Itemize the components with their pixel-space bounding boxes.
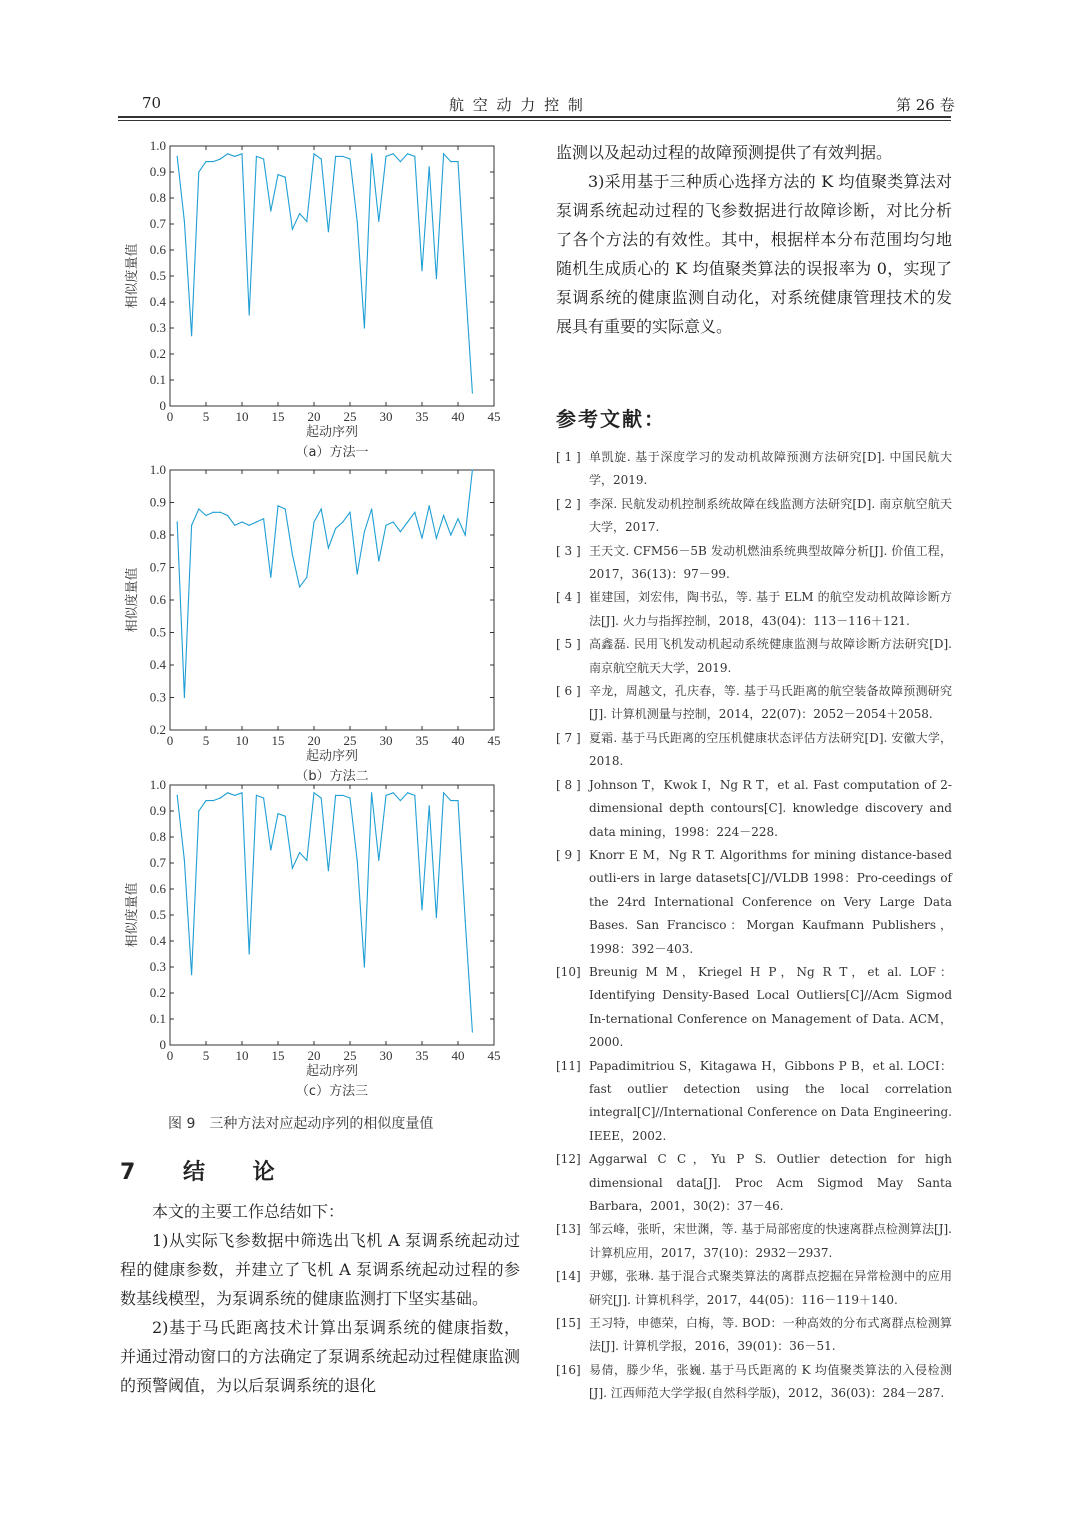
data-point <box>234 525 235 526</box>
plot-frame <box>170 785 494 1045</box>
data-point <box>191 525 192 526</box>
data-point <box>321 508 322 509</box>
x-tick-label: 25 <box>343 1048 357 1063</box>
y-tick-label: 0 <box>159 1037 166 1052</box>
chart-b-svg <box>122 462 502 782</box>
x-tick-label: 0 <box>166 1048 174 1063</box>
data-point <box>450 161 451 162</box>
data-point <box>400 161 401 162</box>
reference-text: 尹娜，张琳. 基于混合式聚类算法的离群点挖掘在异常检测中的应用研究[J]. 计算机科学，2017，44(05)：116－119＋140. <box>589 1269 952 1307</box>
data-point <box>465 281 466 282</box>
data-point <box>184 860 185 861</box>
data-point <box>292 868 293 869</box>
y-tick-label: 0.7 <box>149 559 166 575</box>
reference-item <box>556 446 952 493</box>
references-heading: 参考文献： <box>556 407 666 431</box>
y-tick-label: 0.4 <box>149 933 166 948</box>
data-point <box>364 327 365 328</box>
data-point <box>328 870 329 871</box>
data-point <box>443 515 444 516</box>
y-tick-label: 0.2 <box>149 722 166 737</box>
reference-item <box>556 1218 952 1265</box>
data-point <box>277 505 278 506</box>
x-tick-label: 35 <box>415 1048 429 1063</box>
data-point <box>335 795 336 796</box>
data-point <box>400 800 401 801</box>
reference-number: [11] <box>556 1058 581 1073</box>
data-point <box>306 860 307 861</box>
data-point <box>385 156 386 157</box>
section7-item3: 3)采用基于三种质心选择方法的 K 均值聚类算法对泵调系统起动过程的飞参数据进行故障诊断，对比分析了各个方法的有效性。其中，根据样本分布范围均匀地随机生成质心的 K 均值聚类算法的误报率为 0，实现了泵调系统的健康监测自动化，对系统健康管理技术的发展具有重要的实际意义。 <box>556 172 952 336</box>
y-tick-label: 0 <box>159 398 166 413</box>
data-point <box>184 697 185 698</box>
x-tick-label: 30 <box>379 409 393 424</box>
data-point <box>328 547 329 548</box>
data-point <box>285 177 286 178</box>
data-point <box>349 797 350 798</box>
x-tick-label: 25 <box>343 409 357 424</box>
data-point <box>205 515 206 516</box>
x-tick-label: 5 <box>202 733 210 748</box>
reference-number: [16] <box>556 1362 581 1377</box>
y-tick-label: 0.9 <box>149 164 166 179</box>
data-point <box>256 156 257 157</box>
reference-item <box>556 540 952 587</box>
data-point <box>436 917 437 918</box>
data-point <box>457 518 458 519</box>
y-tick-label: 0.1 <box>149 1011 166 1026</box>
data-point <box>198 508 199 509</box>
data-point <box>371 153 372 154</box>
data-point <box>335 528 336 529</box>
y-tick-label: 0.2 <box>149 346 166 361</box>
data-point <box>421 270 422 271</box>
data-point <box>177 156 178 157</box>
data-point <box>393 521 394 522</box>
page-number: 70 <box>142 94 162 112</box>
data-point <box>364 966 365 967</box>
y-tick-label: 0.9 <box>149 494 166 510</box>
x-tick-label: 5 <box>202 409 210 424</box>
data-point <box>472 469 473 470</box>
section7-item2-right: 监测以及起动过程的故障预测提供了有效判据。 <box>556 143 893 162</box>
data-point <box>450 534 451 535</box>
reference-text: 高鑫磊. 民用飞机发动机起动系统健康监测与故障诊断方法研究[D]. 南京航空航天大学，2019. <box>589 637 952 675</box>
data-point <box>213 800 214 801</box>
reference-item <box>556 961 952 1055</box>
chart-c-svg <box>122 777 502 1102</box>
y-tick-label: 0.5 <box>149 268 166 283</box>
series-line <box>177 470 472 698</box>
y-tick-label: 0.4 <box>149 294 166 309</box>
data-point <box>400 531 401 532</box>
chart-a <box>122 138 502 463</box>
data-point <box>213 161 214 162</box>
reference-number: [ 9 ] <box>556 847 581 862</box>
y-tick-label: 0.6 <box>149 881 166 896</box>
data-point <box>371 792 372 793</box>
plot-frame <box>170 470 494 730</box>
reference-text: 易倩，滕少华，张巍. 基于马氏距离的 K 均值聚类算法的入侵检测[J]. 江西师范大学学报(自然科学版)，2012，36(03)：284－287. <box>589 1362 952 1401</box>
reference-item <box>556 586 952 633</box>
reference-number: [13] <box>556 1222 581 1237</box>
reference-text: Breunig M M，Kriegel H P，Ng R T，et al. LOF：Identifying Density-Based Local Outliers[C]//Acm Sigmod In-ternational Conference on Management of Data. ACM，2000. <box>589 964 952 1050</box>
data-point <box>407 153 408 154</box>
y-tick-label: 0.8 <box>149 829 166 844</box>
data-point <box>220 512 221 513</box>
data-point <box>277 174 278 175</box>
data-point <box>292 554 293 555</box>
data-point <box>177 795 178 796</box>
reference-item <box>556 493 952 540</box>
y-tick-label: 0.5 <box>149 907 166 922</box>
data-point <box>292 229 293 230</box>
reference-item <box>556 1148 952 1218</box>
x-tick-label: 40 <box>451 1048 465 1063</box>
x-tick-label: 10 <box>235 1048 249 1063</box>
reference-number: [ 6 ] <box>556 684 581 699</box>
data-point <box>465 534 466 535</box>
data-point <box>414 512 415 513</box>
data-point <box>198 810 199 811</box>
data-point <box>457 161 458 162</box>
reference-text: 夏霜. 基于马氏距离的空压机健康状态评估方法研究[D]. 安徽大学，2018. <box>589 730 952 769</box>
reference-item <box>556 633 952 680</box>
data-point <box>241 792 242 793</box>
data-point <box>378 860 379 861</box>
x-tick-label: 15 <box>271 733 285 748</box>
data-point <box>429 166 430 167</box>
data-point <box>349 512 350 513</box>
data-point <box>378 221 379 222</box>
data-point <box>249 525 250 526</box>
data-point <box>393 153 394 154</box>
data-point <box>285 508 286 509</box>
y-tick-label: 0.7 <box>149 216 166 231</box>
data-point <box>205 800 206 801</box>
data-point <box>429 805 430 806</box>
reference-list <box>556 446 952 1406</box>
y-tick-label: 0.7 <box>149 855 166 870</box>
data-point <box>385 525 386 526</box>
y-tick-label: 0.1 <box>149 372 166 387</box>
x-tick-label: 35 <box>415 409 429 424</box>
y-axis-label: 相似度量值 <box>125 882 140 948</box>
reference-number: [ 2 ] <box>556 496 581 511</box>
reference-text: 辛龙，周越文，孔庆春，等. 基于马氏距离的航空装备故障预测研究[J]. 计算机测量与控制，2014，22(07)：2052－2054＋2058. <box>589 684 952 722</box>
data-point <box>335 156 336 157</box>
x-tick-label: 0 <box>166 733 174 748</box>
data-point <box>263 158 264 159</box>
x-tick-label: 45 <box>487 1048 501 1063</box>
data-point <box>234 795 235 796</box>
reference-number: [10] <box>556 964 581 979</box>
x-tick-label: 25 <box>343 733 357 748</box>
reference-number: [15] <box>556 1316 581 1331</box>
x-tick-label: 15 <box>271 1048 285 1063</box>
plot-frame <box>170 146 494 406</box>
reference-number: [ 8 ] <box>556 777 581 792</box>
data-point <box>270 210 271 211</box>
section7-left-text <box>120 1197 520 1400</box>
data-point <box>457 800 458 801</box>
x-axis-label: 起动序列 <box>305 1064 359 1079</box>
data-point <box>227 515 228 516</box>
data-point <box>220 158 221 159</box>
reference-item <box>556 774 952 844</box>
reference-number: [ 5 ] <box>556 637 581 652</box>
data-point <box>306 577 307 578</box>
data-point <box>191 974 192 975</box>
reference-text: 崔建国，刘宏伟，陶书弘，等. 基于 ELM 的航空发动机故障诊断方法[J]. 火力与指挥控制，2018，43(04)：113－116＋121. <box>589 590 952 628</box>
data-point <box>407 792 408 793</box>
y-tick-label: 1.0 <box>149 777 166 792</box>
data-point <box>342 795 343 796</box>
x-tick-label: 30 <box>379 1048 393 1063</box>
chart-subtitle: （a）方法一 <box>295 445 369 460</box>
data-point <box>313 792 314 793</box>
data-point <box>285 816 286 817</box>
chart-c <box>122 777 502 1102</box>
reference-item <box>556 844 952 961</box>
reference-number: [ 7 ] <box>556 730 581 745</box>
data-point <box>249 953 250 954</box>
data-point <box>342 156 343 157</box>
data-point <box>472 1031 473 1032</box>
data-point <box>205 161 206 162</box>
chart-subtitle: （c）方法三 <box>295 1084 369 1099</box>
data-point <box>241 521 242 522</box>
data-point <box>263 518 264 519</box>
x-tick-label: 20 <box>307 409 321 424</box>
data-point <box>328 231 329 232</box>
x-tick-label: 10 <box>235 733 249 748</box>
figure-caption: 图 9 三种方法对应起动序列的相似度量值 <box>168 1116 434 1132</box>
data-point <box>299 213 300 214</box>
data-point <box>472 392 473 393</box>
reference-text: 单凯旋. 基于深度学习的发动机故障预测方法研究[D]. 中国民航大学，2019. <box>589 450 952 488</box>
y-tick-label: 0.6 <box>149 242 166 257</box>
data-point <box>270 849 271 850</box>
x-tick-label: 40 <box>451 409 465 424</box>
data-point <box>357 860 358 861</box>
chart-a-svg <box>122 138 502 463</box>
data-point <box>357 221 358 222</box>
reference-item <box>556 680 952 727</box>
reference-text: 邹云峰，张昕，宋世渊，等. 基于局部密度的快速离群点检测算法[J]. 计算机应用，2017，37(10)：2932－2937. <box>589 1222 952 1260</box>
reference-text: Johnson T，Kwok I，Ng R T，et al. Fast computation of 2-dimensional depth contours[C]. knowledge discovery and data mining，1998：224－228. <box>589 777 952 839</box>
y-tick-label: 0.3 <box>149 689 166 705</box>
data-point <box>184 221 185 222</box>
y-axis-label: 相似度量值 <box>125 243 140 309</box>
reference-item <box>556 1312 952 1359</box>
reference-item <box>556 1055 952 1149</box>
data-point <box>313 521 314 522</box>
data-point <box>357 573 358 574</box>
reference-text: 王习特，申德荣，白梅，等. BOD：一种高效的分布式离群点检测算法[J]. 计算机学报，2016，39(01)：36－51. <box>589 1316 952 1354</box>
x-tick-label: 45 <box>487 409 501 424</box>
y-tick-label: 0.2 <box>149 985 166 1000</box>
x-tick-label: 20 <box>307 1048 321 1063</box>
y-tick-label: 0.3 <box>149 320 166 335</box>
reference-text: 王天文. CFM56－5B 发动机燃油系统典型故障分析[J]. 价值工程，2017，36(13)：97－99. <box>589 543 952 582</box>
reference-number: [ 1 ] <box>556 450 581 464</box>
x-axis-label: 起动序列 <box>305 425 359 440</box>
data-point <box>277 813 278 814</box>
y-tick-label: 0.3 <box>149 959 166 974</box>
section7-intro: 本文的主要工作总结如下： <box>152 1202 345 1221</box>
reference-number: [12] <box>556 1152 581 1167</box>
x-tick-label: 0 <box>166 409 174 424</box>
journal-title: 航 空 动 力 控 制 <box>449 96 585 114</box>
data-point <box>421 909 422 910</box>
reference-number: [14] <box>556 1269 581 1284</box>
data-point <box>436 278 437 279</box>
data-point <box>436 538 437 539</box>
y-tick-label: 0.8 <box>149 190 166 205</box>
data-point <box>371 508 372 509</box>
data-point <box>256 521 257 522</box>
data-point <box>342 521 343 522</box>
header-rule-thin <box>118 120 951 121</box>
data-point <box>299 852 300 853</box>
data-point <box>465 920 466 921</box>
y-tick-label: 1.0 <box>149 462 166 477</box>
y-tick-label: 1.0 <box>149 138 166 153</box>
data-point <box>227 792 228 793</box>
data-point <box>321 158 322 159</box>
reference-item <box>556 1359 952 1406</box>
x-tick-label: 35 <box>415 733 429 748</box>
header-rule <box>118 116 951 118</box>
x-tick-label: 45 <box>487 733 501 748</box>
data-point <box>241 153 242 154</box>
section-title: 7 结 论 <box>120 1160 295 1185</box>
chart-subtitle: （b）方法二 <box>295 769 369 784</box>
data-point <box>249 314 250 315</box>
reference-item <box>556 727 952 774</box>
data-point <box>227 153 228 154</box>
chart-b <box>122 462 502 782</box>
data-point <box>177 521 178 522</box>
series-line <box>177 154 472 393</box>
data-point <box>234 156 235 157</box>
reference-number: [ 4 ] <box>556 590 581 605</box>
data-point <box>443 792 444 793</box>
data-point <box>256 795 257 796</box>
reference-text: 李深. 民航发动机控制系统故障在线监测方法研究[D]. 南京航空航天大学，2017. <box>589 496 952 535</box>
data-point <box>364 531 365 532</box>
data-point <box>220 797 221 798</box>
y-axis-label: 相似度量值 <box>125 567 140 633</box>
section7-item2-left: 2)基于马氏距离技术计算出泵调系统的健康指数，并通过滑动窗口的方法确定了泵调系统起动过程健康监测的预警阈值，为以后泵调系统的退化 <box>120 1318 521 1395</box>
data-point <box>385 795 386 796</box>
data-point <box>270 577 271 578</box>
y-tick-label: 0.5 <box>149 624 166 640</box>
volume-label: 第 26 卷 <box>896 96 955 114</box>
data-point <box>198 171 199 172</box>
data-point <box>213 512 214 513</box>
data-point <box>450 800 451 801</box>
data-point <box>349 158 350 159</box>
data-point <box>191 335 192 336</box>
data-point <box>306 221 307 222</box>
y-tick-label: 0.8 <box>149 527 166 542</box>
reference-text: Aggarwal C C，Yu P S. Outlier detection for high dimensional data[J]. Proc Acm Sigmod May Santa Barbara，2001，30(2)：37－46. <box>589 1152 952 1213</box>
reference-text: Knorr E M，Ng R T. Algorithms for mining distance-based outli-ers in large datasets[C]//VLDB 1998：Pro-ceedings of the 24rd International Conference on Very Large Data Bases. San Francisco：Morgan Kaufmann Publishers，1998：392－403. <box>589 847 952 956</box>
data-point <box>299 586 300 587</box>
data-point <box>393 792 394 793</box>
x-tick-label: 10 <box>235 409 249 424</box>
data-point <box>421 538 422 539</box>
data-point <box>443 153 444 154</box>
section7-item1: 1)从实际飞参数据中筛选出飞机 A 泵调系统起动过程的健康参数，并建立了飞机 A 泵调系统起动过程的参数基线模型，为泵调系统的健康监测打下坚实基础。 <box>120 1231 520 1308</box>
y-tick-label: 0.4 <box>149 657 166 672</box>
data-point <box>263 797 264 798</box>
x-tick-label: 40 <box>451 733 465 748</box>
reference-item <box>556 1265 952 1312</box>
data-point <box>414 156 415 157</box>
data-point <box>414 795 415 796</box>
data-point <box>429 505 430 506</box>
x-tick-label: 15 <box>271 409 285 424</box>
data-point <box>321 797 322 798</box>
x-axis-label: 起动序列 <box>305 749 359 764</box>
reference-number: [ 3 ] <box>556 543 581 558</box>
x-tick-label: 30 <box>379 733 393 748</box>
data-point <box>407 521 408 522</box>
y-tick-label: 0.9 <box>149 803 166 818</box>
section7-right-text <box>556 138 952 341</box>
reference-text: Papadimitriou S，Kitagawa H，Gibbons P B，et al. LOCI：fast outlier detection using the local correlation integral[C]//International Conference on Data Engineering. IEEE，2002. <box>589 1058 952 1143</box>
data-point <box>378 560 379 561</box>
y-tick-label: 0.6 <box>149 592 166 607</box>
series-line <box>177 793 472 1032</box>
data-point <box>313 153 314 154</box>
x-tick-label: 20 <box>307 733 321 748</box>
x-tick-label: 5 <box>202 1048 210 1063</box>
